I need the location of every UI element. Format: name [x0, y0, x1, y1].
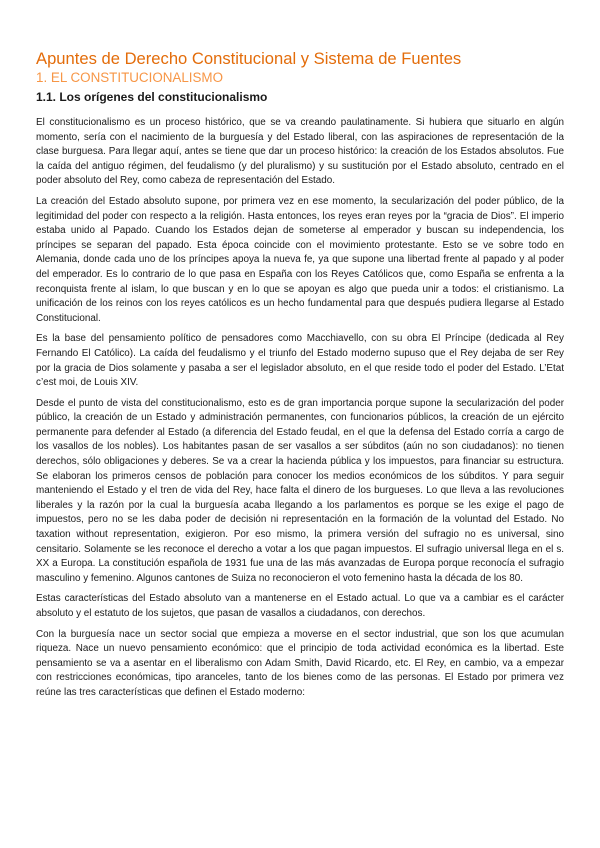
paragraph: Es la base del pensamiento político de pensadores como Macchiavello, con su obra El Príncipe (dedicada al Rey Fernando El Católico). La caída del feudalismo y el triunfo del Estado moderno supuso que el Rey dejaba de ser Rey por la gracia de Dios solamente y pasaba a ser el legislador absoluto, en el que reside todo el poder del Estado. L’Etat c’est moi, de Louis XIV. — [36, 333, 564, 389]
paragraph: El constitucionalismo es un proceso histórico, que se va creando paulatinamente. Si hubiera que situarlo en algún momento, sería con el nacimiento de la burguesía y del Estado liberal, con las aspiraciones de representación de la clase burguesa. Para llegar aquí, antes se tiene que dar un proceso histórico: la creación de los Estados absolutos. Fue la caída del antiguo régimen, del feudalismo (y del pluralismo) y su sustitución por el Estado absoluto, centrado en el poder absoluto del Rey, como cabeza de representación del Estado. — [36, 117, 564, 187]
subsection-title: 1.1. Los orígenes del constitucionalismo — [36, 90, 268, 104]
document-title: Apuntes de Derecho Constitucional y Sistema de Fuentes — [36, 49, 462, 68]
paragraph: Con la burguesía nace un sector social que empieza a moverse en el sector industrial, que son los que acumulan riqueza. Nace un nuevo pensamiento económico: que el principio de toda actividad económica es la libertad. Este pensamiento se va a asentar en el liberalismo con Adam Smith, David Ricardo, etc. El Rey, en cambio, va a empezar con restricciones económicas, tipo aranceles, tanto de los bienes como de las personas. El Estado por primera vez reúne las tres características que definen el Estado moderno: — [36, 628, 564, 698]
paragraph: La creación del Estado absoluto supone, por primera vez en ese momento, la secularización del poder público, de la legitimidad del poder con respecto a la religión. Hasta entonces, los reyes eran reyes por la “gracia de Dios”. El imperio estaba unido al Papado. Cuando los Estados dejan de someterse al emperador y buscan su independencia, los príncipes se separan del papado. Esta época coincide con el movimiento protestante. Esto se ve sobre todo en Alemania, donde cada uno de los príncipes apoya la nueva fe, ya que supone una libertad frente al papado y al poder del emperador. Es lo contrario de lo que pasa en España con los Reyes Católicos que, como España se enfrenta a la reconquista frente al islam, lo que buscan y en lo que se apoyan es algo que pueda unir a todos: el cristianismo. La unificación de los reinos con los reyes católicos es un hecho fundamental para que después pudiera llegarse al Estado Constitucional. — [36, 195, 564, 324]
paragraph: Desde el punto de vista del constitucionalismo, esto es de gran importancia porque supone la secularización del poder público, la creación de un Estado y administración permanentes, con funcionarios públicos, la creación de un ejército permanente para defender al Estado (a diferencia del Estado feudal, en el que la defensa del Estado corría a cargo de los vasallos de los nobles). Los habitantes pasan de ser vasallos a ser súbditos (aún no son ciudadanos): no tienen derechos, sólo obligaciones y deberes. Se va a crear la hacienda pública y los impuestos, para financiar su estructura. Se elaboran los primeros censos de población para conocer los medios económicos de los súbditos. Y para seguir manteniendo el Estado y el tren de vida del Rey, hace falta el dinero de los burgueses. Lo que lleva a las revoluciones liberales y la razón por la cual la burguesía acaba llegando a los parlamentos es porque se les exige el pago de impuestos, pero no se les daba poder de decisión ni representación en la formación de la voluntad del Estado. No taxation without representation, exigieron. Por eso mismo, la primera versión del sufragio no es universal, sino censitario. Solamente se les reconoce el derecho a votar a los que pagan impuestos. El sufragio universal llega en el s. XX a Europa. La constitución española de 1931 fue una de las más avanzadas de Europa porque reconocía el sufragio masculino y femenino. Algunos cantones de Suiza no reconocieron el voto femenino hasta la década de los 80. — [36, 397, 564, 584]
section-title: 1. EL CONSTITUCIONALISMO — [36, 70, 224, 85]
paragraph: Estas características del Estado absoluto van a mantenerse en el Estado actual. Lo que va a cambiar es el carácter absoluto y el estatuto de los sujetos, que pasan de vasallos a ciudadanos, con derechos. — [36, 593, 564, 619]
